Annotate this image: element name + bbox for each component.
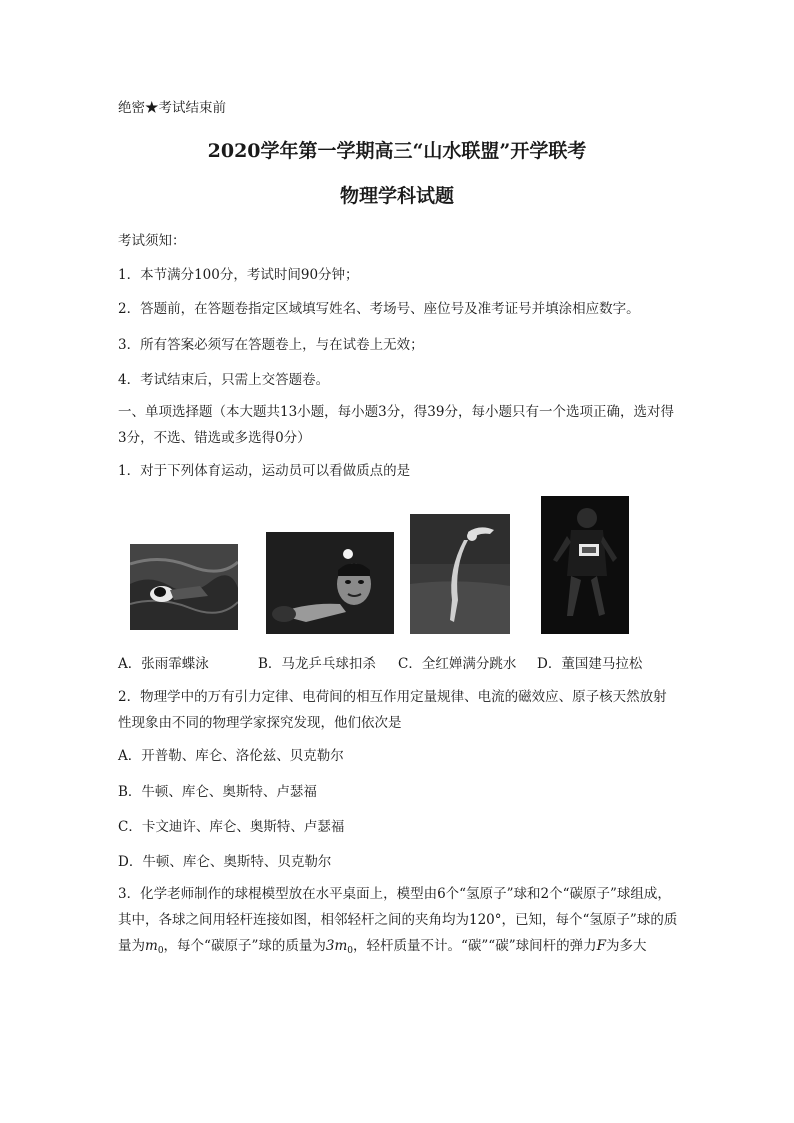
option-a[interactable]: A．张雨霏蝶泳 <box>118 656 209 672</box>
mass-3m0: $3m_0$ <box>325 938 353 956</box>
exam-title: 2020学年第一学期高三“山水联盟”开学联考 <box>207 140 587 162</box>
secret-label: 绝密★考试结束前 <box>118 100 226 116</box>
option-d[interactable]: D．牛顿、库仑、奥斯特、贝克勒尔 <box>118 854 332 870</box>
question-3-text-d: 为多大 <box>605 938 647 954</box>
option-b[interactable]: B．牛顿、库仑、奥斯特、卢瑟福 <box>118 784 317 800</box>
question-1-options <box>118 652 718 672</box>
option-c[interactable]: C．全红婵满分跳水 <box>398 656 517 672</box>
option-c[interactable]: C．卡文迪许、库仑、奥斯特、卢瑟福 <box>118 819 345 835</box>
butterfly-swim-photo <box>130 544 238 630</box>
question-2-stem: 2．物理学中的万有引力定律、电荷间的相互作用定量规律、电流的磁效应、原子核天然放射性现象由不同的物理学家探究发现，他们依次是 <box>118 689 667 731</box>
section-heading: 一、单项选择题（本大题共13小题，每小题3分，得39分，每小题只有一个选项正确，选对得3分，不选、错选或多选得0分） <box>118 404 674 446</box>
notice-heading: 考试须知： <box>118 233 186 249</box>
option-b[interactable]: B．马龙乒乓球扣杀 <box>258 656 376 672</box>
table-tennis-photo <box>266 532 394 634</box>
force-f: F <box>596 938 606 954</box>
question-3-stem <box>118 881 678 964</box>
mass-m0: $m_0$ <box>145 938 164 956</box>
option-a[interactable]: A．开普勒、库仑、洛伦兹、贝克勒尔 <box>118 748 344 764</box>
option-d[interactable]: D．董国建马拉松 <box>537 656 643 672</box>
notice-item: 1．本节满分100分，考试时间90分钟； <box>118 267 359 283</box>
question-1-stem: 1．对于下列体育运动，运动员可以看做质点的是 <box>118 463 411 479</box>
question-3-text-a: 3．化学老师制作的球棍模型放在水平桌面上，模型由6个“氢原子”球和2个“碳原子”球组成，其中，各球之间用轻杆连接如图，相邻轻杆之间的夹角均为120°，已知，每个“氢原子”球的质量为 <box>118 886 678 954</box>
notice-item: 3．所有答案必须写在答题卷上，与在试卷上无效； <box>118 337 424 353</box>
diving-photo <box>410 514 510 634</box>
marathon-photo <box>541 496 629 634</box>
notice-item: 4．考试结束后，只需上交答题卷。 <box>118 372 330 388</box>
exam-subtitle: 物理学科试题 <box>339 185 454 207</box>
question-3-text-b: ，每个“碳原子”球的质量为 <box>163 938 326 954</box>
question-3-text-c: ，轻杆质量不计。“碳”“碳”球间杆的弹力 <box>352 938 597 954</box>
notice-item: 2．答题前，在答题卷指定区域填写姓名、考场号、座位号及准考证号并填涂相应数字。 <box>118 301 640 317</box>
